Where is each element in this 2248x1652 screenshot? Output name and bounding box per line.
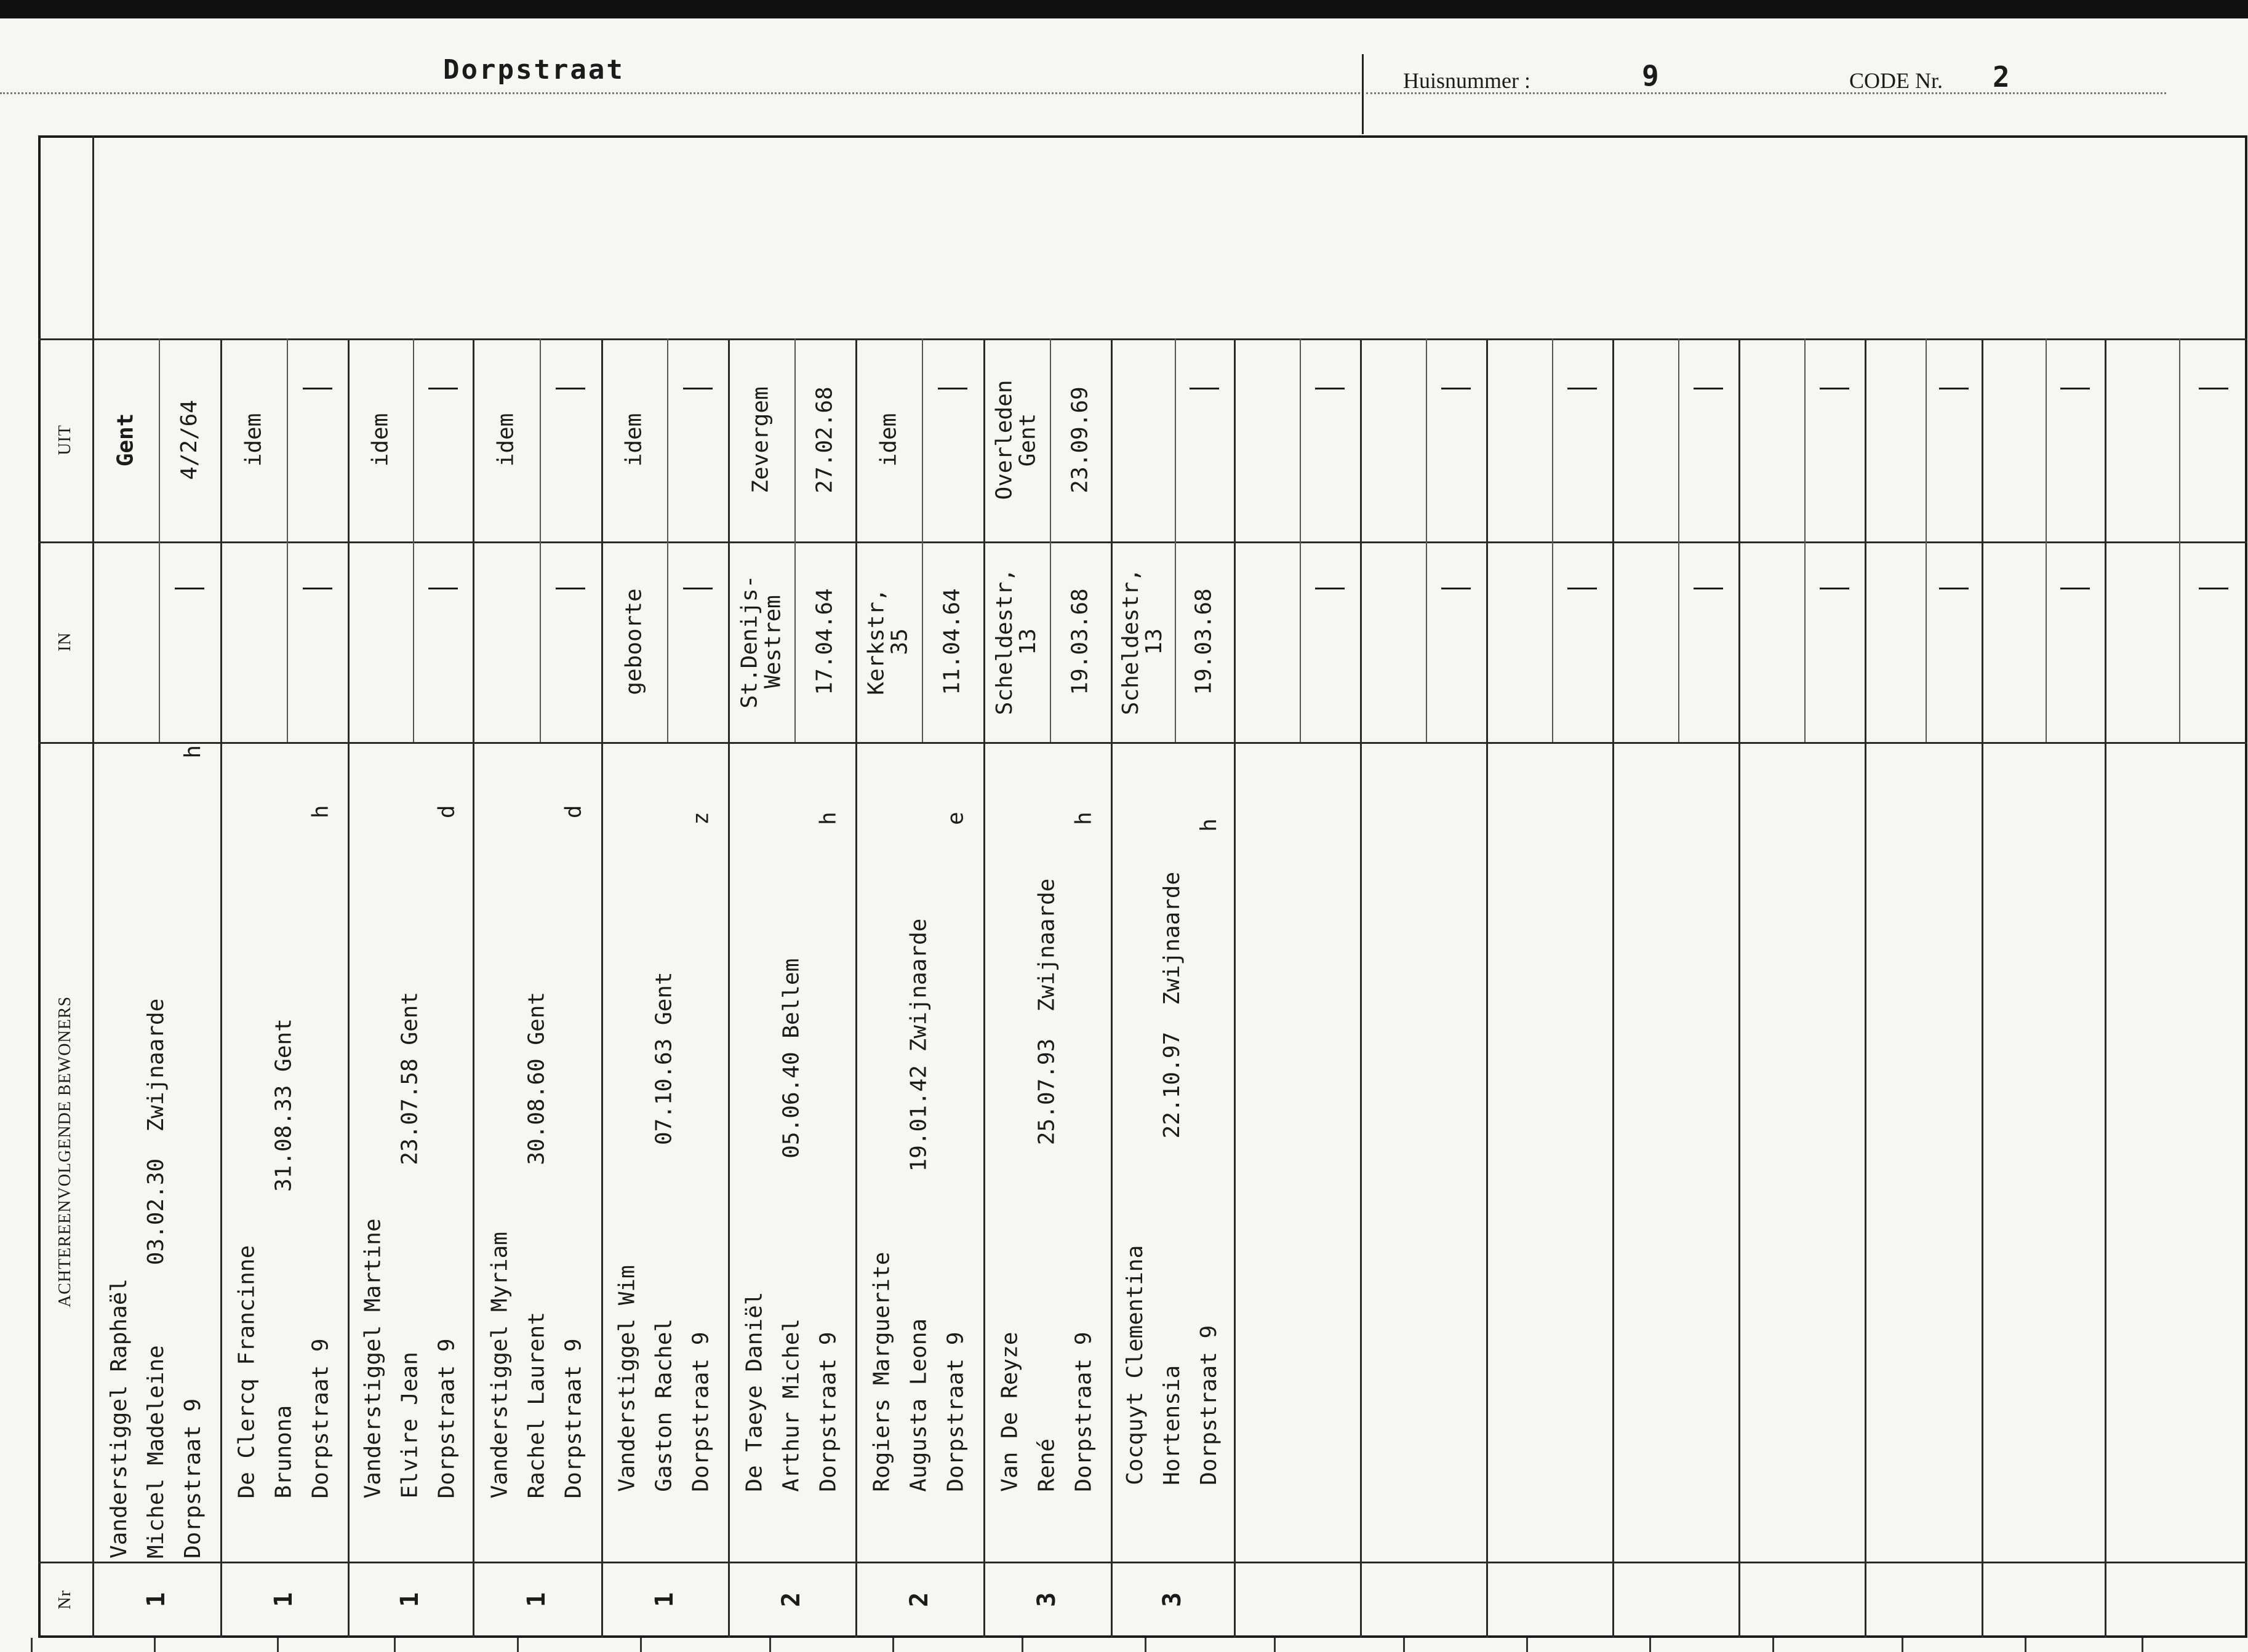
empty-in-mark (303, 588, 332, 589)
code-label: CODE Nr. (1849, 68, 1943, 93)
entry-uit-place (92, 338, 159, 541)
empty-in-mark (1694, 588, 1723, 589)
entry-residents-text: Vanderstiggel Raphaël Michel Madeleine 03.02.30 Zwijnaarde Dorpstraat 9 h (106, 744, 206, 1559)
bottom-tick (769, 1638, 771, 1652)
empty-in-mark (1939, 588, 1969, 589)
entry-uit-place-text: Gent (112, 413, 138, 467)
entry-uit-place (728, 338, 794, 541)
huisnummer-label: Huisnummer : (1403, 68, 1530, 93)
entry-uit-date (1050, 338, 1111, 541)
entry-nr (92, 1562, 220, 1638)
entry-uit-place (473, 338, 540, 541)
bottom-tick (2142, 1638, 2143, 1652)
entry-residents (986, 742, 1108, 1562)
entry-in-place-text: Scheldestr, 13 (1118, 568, 1167, 716)
entry-nr-text: 1 (522, 1592, 551, 1608)
entry-uit-place-text: Zevergem (748, 386, 774, 493)
entry-in-date-text: 11.04.64 (940, 588, 966, 695)
bottom-tick (277, 1638, 279, 1652)
sub-column-divider (1926, 338, 1927, 742)
entry-nr (473, 1562, 601, 1638)
entry-in-date (794, 541, 855, 742)
column-divider (1234, 338, 1236, 1638)
entry-in-place (855, 541, 922, 742)
bottom-tick (1526, 1638, 1528, 1652)
entry-uit-place (983, 338, 1050, 541)
entry-uit-place-text: idem (240, 413, 266, 467)
empty-uit-mark (683, 388, 713, 389)
bottom-tick (1022, 1638, 1023, 1652)
entry-uit-date (159, 338, 220, 541)
empty-uit-mark (2199, 388, 2228, 389)
entry-nr (1111, 1562, 1234, 1638)
entry-nr-text: 2 (905, 1592, 934, 1608)
empty-uit-mark (1694, 388, 1723, 389)
sub-column-divider (1804, 338, 1806, 742)
entry-in-place-text: geboorte (621, 588, 647, 695)
bottom-tick (1649, 1638, 1651, 1652)
entry-nr (728, 1562, 855, 1638)
empty-in-mark (175, 588, 204, 589)
column-divider (1111, 338, 1113, 1638)
in-label: IN (55, 632, 74, 652)
entry-residents (95, 742, 218, 1562)
column-divider (1738, 338, 1740, 1638)
entry-uit-place-text: idem (875, 413, 901, 467)
sub-column-divider (1300, 338, 1301, 742)
bottom-tick (1772, 1638, 1774, 1652)
entry-in-date (922, 541, 983, 742)
entry-nr-text: 1 (650, 1592, 679, 1608)
entry-residents (475, 742, 599, 1562)
sub-column-divider (1552, 338, 1553, 742)
bottom-tick (1403, 1638, 1405, 1652)
entry-residents (604, 742, 726, 1562)
entry-in-date (1050, 541, 1111, 742)
bottom-tick (640, 1638, 642, 1652)
bottom-tick (394, 1638, 396, 1652)
entry-uit-date-text: 23.09.69 (1067, 386, 1093, 493)
header-underline (0, 92, 1360, 94)
entry-in-place (728, 541, 794, 742)
sub-column-divider (540, 338, 541, 742)
empty-uit-mark (1567, 388, 1597, 389)
bottom-tick (31, 1638, 33, 1652)
entry-uit-date-text: 27.02.68 (812, 386, 838, 493)
bottom-tick (1145, 1638, 1146, 1652)
entry-in-place (1111, 541, 1175, 742)
entry-in-date-text: 17.04.64 (812, 588, 838, 695)
entry-nr (348, 1562, 473, 1638)
street-name: Dorpstraat (443, 54, 625, 86)
entry-uit-place (855, 338, 922, 541)
empty-uit-mark (1939, 388, 1969, 389)
empty-in-mark (683, 588, 713, 589)
entry-residents (730, 742, 853, 1562)
bottom-tick (1902, 1638, 1903, 1652)
entry-uit-place (601, 338, 667, 541)
empty-in-mark (1441, 588, 1471, 589)
entry-in-place (601, 541, 667, 742)
bottom-tick (2025, 1638, 2026, 1652)
bottom-tick (154, 1638, 156, 1652)
entry-residents (858, 742, 981, 1562)
bottom-tick (1274, 1638, 1276, 1652)
sub-column-divider (2179, 338, 2180, 742)
sub-column-divider (1426, 338, 1427, 742)
entry-uit-place-text: idem (493, 413, 519, 467)
empty-in-mark (2060, 588, 2090, 589)
code-value: 2 (1993, 60, 2010, 94)
empty-uit-mark (2060, 388, 2090, 389)
column-divider (2105, 338, 2106, 1638)
entry-in-place-text: Scheldestr, 13 (992, 568, 1041, 716)
empty-in-mark (1820, 588, 1849, 589)
entry-in-place-text: St.Denijs- Westrem (737, 575, 785, 709)
entry-residents-text: Rogiers Marguerite Augusta Leona 19.01.42 Zwijnaarde Dorpstraat 9 e (870, 812, 969, 1492)
empty-in-mark (556, 588, 585, 589)
entry-nr-text: 3 (1158, 1592, 1186, 1608)
entry-in-place (983, 541, 1050, 742)
entry-residents-text: Vanderstiggel Wim Gaston Rachel 07.10.63 Gent Dorpstraat 9 z (615, 812, 714, 1492)
empty-uit-mark (1820, 388, 1849, 389)
empty-uit-mark (938, 388, 967, 389)
column-divider (1486, 338, 1488, 1638)
entry-uit-place-text: idem (621, 413, 647, 467)
bottom-tick (892, 1638, 894, 1652)
entry-uit-place (348, 338, 413, 541)
entry-residents-text: Vanderstiggel Martine Elvire Jean 23.07.58 Gent Dorpstraat 9 d (360, 805, 460, 1499)
empty-uit-mark (556, 388, 585, 389)
entry-residents-text: De Clercq Francinne Brunona 31.08.33 Gent Dorpstraat 9 h (234, 805, 334, 1499)
sub-column-divider (667, 338, 668, 742)
top-edge-bar (0, 0, 2248, 18)
entry-in-date (1175, 541, 1234, 742)
entry-uit-place-text: Overleden Gent (992, 380, 1041, 500)
entry-nr-text: 3 (1033, 1592, 1062, 1608)
empty-uit-mark (1190, 388, 1219, 389)
entry-nr (983, 1562, 1111, 1638)
empty-uit-mark (1441, 388, 1471, 389)
sub-column-divider (413, 338, 414, 742)
empty-uit-mark (428, 388, 458, 389)
column-divider (1612, 338, 1614, 1638)
entry-residents-text: Cocquyt Clementina Hortensia 22.10.97 Zwijnaarde Dorpstraat 9 h (1122, 818, 1222, 1485)
column-divider (1360, 338, 1362, 1638)
empty-uit-mark (303, 388, 332, 389)
empty-in-mark (2199, 588, 2228, 589)
entry-nr-text: 1 (396, 1592, 425, 1608)
entry-nr (855, 1562, 983, 1638)
entry-in-date-text: 19.03.68 (1191, 588, 1217, 695)
column-divider (1865, 338, 1866, 1638)
entry-nr-text: 1 (270, 1592, 298, 1608)
sub-column-divider (287, 338, 288, 742)
entry-uit-date-text: 4/2/64 (177, 399, 202, 481)
entry-residents-text: Vanderstiggel Myriam Rachel Laurent 30.08.60 Gent Dorpstraat 9 d (487, 805, 586, 1499)
huisnummer-value: 9 (1642, 59, 1659, 92)
entry-uit-date (794, 338, 855, 541)
sub-column-divider (1678, 338, 1679, 742)
empty-in-mark (1567, 588, 1597, 589)
entry-uit-place-text: idem (367, 413, 393, 467)
entry-nr (220, 1562, 348, 1638)
entry-residents (350, 742, 470, 1562)
empty-uit-mark (1315, 388, 1345, 389)
entry-nr (601, 1562, 728, 1638)
uit-label: UIT (55, 425, 74, 455)
empty-in-mark (1315, 588, 1345, 589)
bewoners-label: ACHTEREENVOLGENDE BEWONERS (55, 996, 74, 1307)
entry-residents-text: De Taeye Daniël Arthur Michel 05.06.40 Bellem Dorpstraat 9 h (742, 812, 841, 1492)
header-divider (1362, 54, 1364, 134)
entry-in-place-text: Kerkstr, 35 (864, 588, 913, 695)
entry-residents-text: Van De Reyze René 25.07.93 Zwijnaarde Dorpstraat 9 h (997, 812, 1097, 1492)
entry-nr-text: 1 (142, 1592, 170, 1608)
header-underline-right (1366, 92, 2166, 94)
column-divider (1982, 338, 1983, 1638)
bottom-tick (517, 1638, 519, 1652)
entry-residents (1113, 742, 1231, 1562)
entry-residents (223, 742, 345, 1562)
entry-in-date-text: 19.03.68 (1067, 588, 1093, 695)
entry-uit-place (220, 338, 287, 541)
empty-in-mark (428, 588, 458, 589)
nr-label: Nr (55, 1590, 74, 1610)
sub-column-divider (2046, 338, 2047, 742)
entry-nr-text: 2 (777, 1592, 806, 1608)
